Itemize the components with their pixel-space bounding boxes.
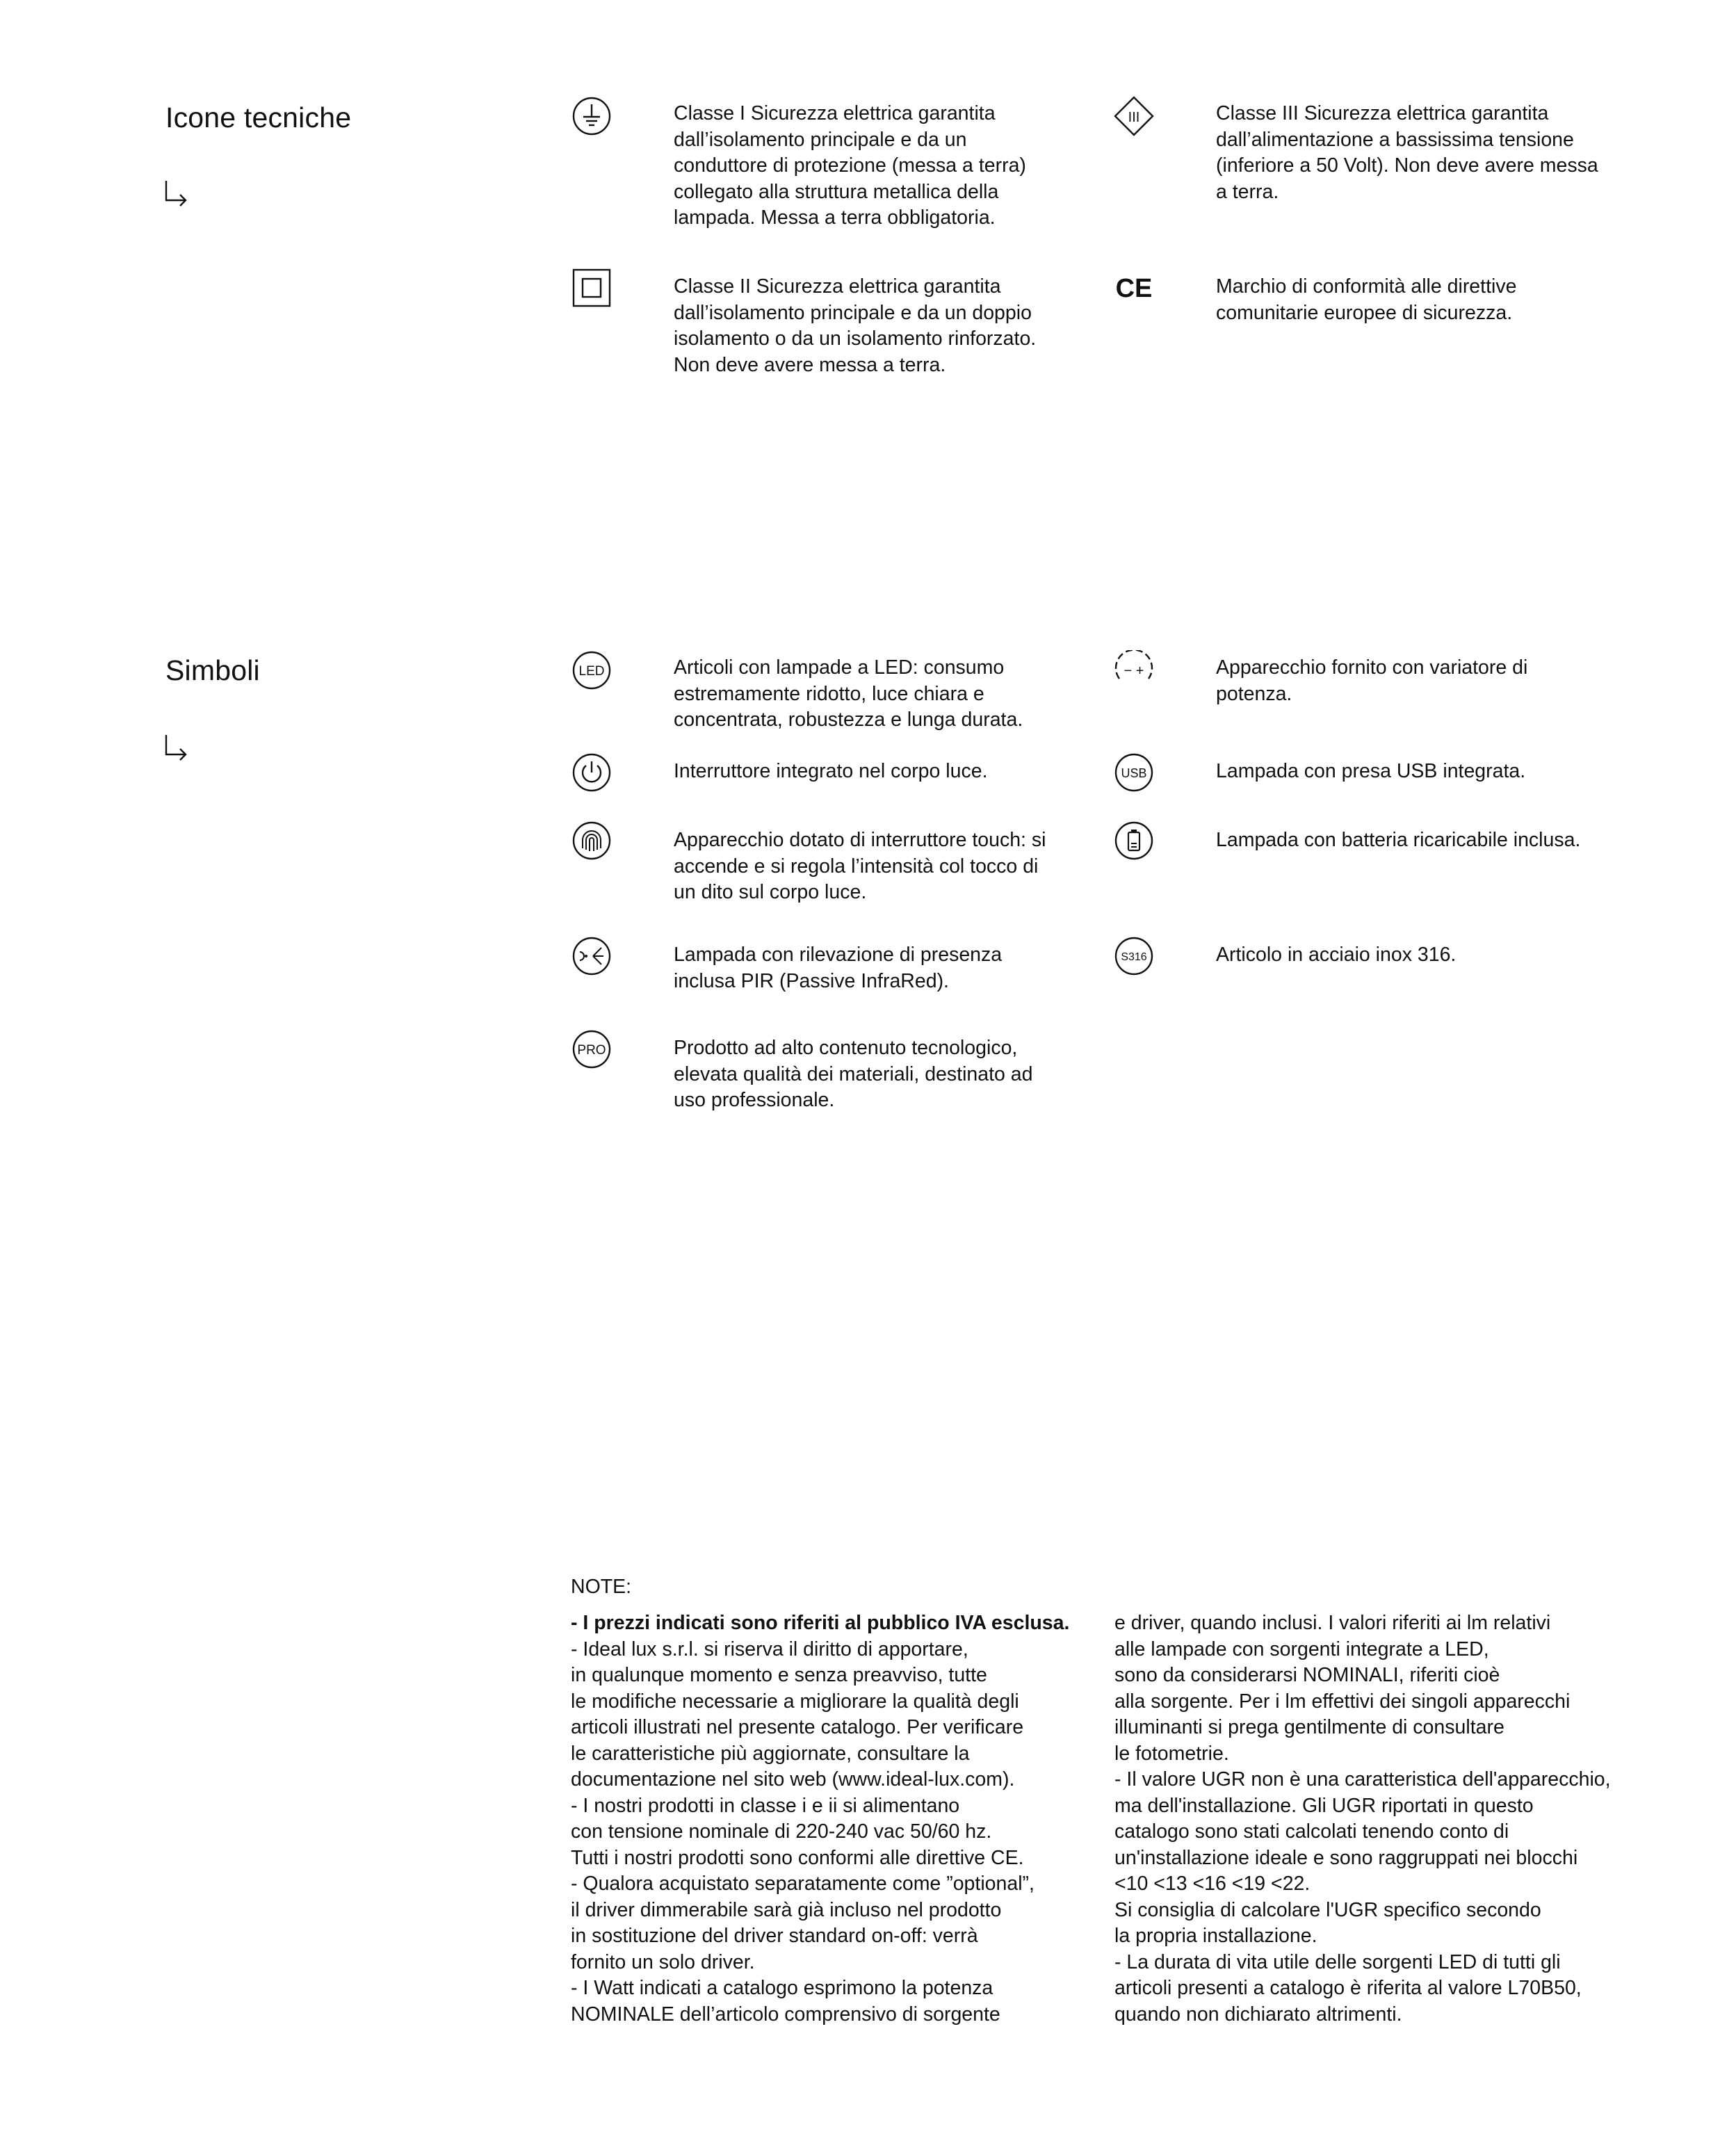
notes-line: sono da considerarsi NOMINALI, riferiti cioè xyxy=(1114,1664,1500,1686)
pro-icon-label: PRO xyxy=(577,1043,606,1058)
notes-title: NOTE: xyxy=(571,1576,632,1598)
led-icon xyxy=(571,650,612,690)
notes-line: <10 <13 <16 <19 <22. xyxy=(1114,1873,1311,1895)
stainless-steel-316-icon xyxy=(1114,936,1154,976)
usb-icon xyxy=(1114,752,1154,793)
notes-left-column xyxy=(571,1610,1069,2028)
class-3-icon-label: III xyxy=(1128,110,1140,125)
battery-icon xyxy=(1114,821,1154,861)
arrow-down-right-icon xyxy=(164,734,189,761)
notes-line: alle lampade con sorgenti integrate a LED, xyxy=(1114,1638,1489,1660)
notes-line: Si consiglia di calcolare l'UGR specifico secondo xyxy=(1114,1898,1541,1921)
pro-icon xyxy=(571,1029,612,1069)
notes-line: - Il valore UGR non è una caratteristica dell'apparecchio, xyxy=(1114,1768,1611,1791)
notes-line: - Ideal lux s.r.l. si riserva il diritto di apportare, xyxy=(571,1638,968,1660)
power-switch-icon xyxy=(571,752,612,793)
dimmer-description: Apparecchio fornito con variatore di potenza. xyxy=(1216,656,1528,705)
notes-line: le fotometrie. xyxy=(1114,1742,1229,1765)
notes-line: in sostituzione del driver standard on-off: verrà xyxy=(571,1925,978,1947)
ce-mark-icon xyxy=(1114,268,1154,308)
notes-line: la propria installazione. xyxy=(1114,1925,1317,1947)
power-switch-description: Interruttore integrato nel corpo luce. xyxy=(674,760,988,782)
notes-line: NOMINALE dell’articolo comprensivo di sorgente xyxy=(571,2003,1000,2026)
notes-line: articoli presenti a catalogo è riferita al valore L70B50, xyxy=(1114,1977,1582,1999)
notes-line: e driver, quando inclusi. I valori riferiti ai lm relativi xyxy=(1114,1612,1551,1634)
notes-line: catalogo sono stati calcolati tenendo conto di xyxy=(1114,1820,1509,1843)
class-2-description: Classe II Sicurezza elettrica garantita dall’isolamento principale e da un doppio isolamento o da un isolamento rinforzato. Non deve avere messa a terra. xyxy=(674,275,1037,376)
notes-line: - I prezzi indicati sono riferiti al pubblico IVA esclusa. xyxy=(571,1612,1070,1634)
notes-line: le caratteristiche più aggiornate, consultare la xyxy=(571,1742,970,1765)
notes-line: il driver dimmerabile sarà già incluso nel prodotto xyxy=(571,1898,1002,1921)
s316-icon-label: S316 xyxy=(1121,951,1147,963)
notes-line: articoli illustrati nel presente catalogo. Per verificare xyxy=(571,1716,1024,1738)
notes-line: - I nostri prodotti in classe i e ii si alimentano xyxy=(571,1794,960,1817)
pir-description: Lampada con rilevazione di presenza inclusa PIR (Passive InfraRed). xyxy=(674,944,1003,992)
notes-line: quando non dichiarato altrimenti. xyxy=(1114,2003,1402,2026)
notes-line: ma dell'installazione. Gli UGR riportati in questo xyxy=(1114,1794,1534,1817)
notes-line: Tutti i nostri prodotti sono conformi alle direttive CE. xyxy=(571,1846,1024,1869)
notes-line: illuminanti si prega gentilmente di consultare xyxy=(1114,1716,1504,1738)
pro-description: Prodotto ad alto contenuto tecnologico, elevata qualità dei materiali, destinato ad uso professionale. xyxy=(674,1037,1033,1111)
dimmer-icon xyxy=(1114,650,1154,690)
section-title-technical-icons: Icone tecniche xyxy=(165,102,352,134)
notes-line: in qualunque momento e senza preavviso, tutte xyxy=(571,1664,987,1686)
class-3-icon xyxy=(1114,96,1154,136)
section-title-symbols: Simboli xyxy=(165,654,260,686)
notes-line: documentazione nel sito web (www.ideal-lux.com). xyxy=(571,1768,1015,1791)
class-1-earth-icon xyxy=(571,96,612,136)
touch-description: Apparecchio dotato di interruttore touch: si accende e si regola l’intensità col tocco di un dito sul corpo luce. xyxy=(674,829,1046,903)
ce-mark-description: Marchio di conformità alle direttive comunitarie europee di sicurezza. xyxy=(1216,275,1517,324)
pir-sensor-icon xyxy=(571,936,612,976)
dimmer-icon-label: − + xyxy=(1123,663,1144,679)
notes-line: - I Watt indicati a catalogo esprimono la potenza xyxy=(571,1977,993,1999)
led-icon-label: LED xyxy=(578,664,605,679)
notes-line: un'installazione ideale e sono raggruppati nei blocchi xyxy=(1114,1846,1578,1869)
arrow-down-right-icon xyxy=(164,179,189,207)
notes-right-column xyxy=(1114,1610,1611,2028)
notes-line: fornito un solo driver. xyxy=(571,1950,755,1973)
touch-fingerprint-icon xyxy=(571,821,612,861)
notes-line: le modifiche necessarie a migliorare la qualità degli xyxy=(571,1690,1019,1713)
ce-mark-icon-label: CE xyxy=(1115,274,1153,303)
notes-line: con tensione nominale di 220-240 vac 50/60 hz. xyxy=(571,1820,992,1843)
class-1-description: Classe I Sicurezza elettrica garantita dall’isolamento principale e da un conduttore di protezione (messa a terra) collegato alla struttura metallica della lampada. Messa a terra obbligatoria. xyxy=(674,102,1026,229)
notes-line: - Qualora acquistato separatamente come ”optional”, xyxy=(571,1873,1035,1895)
battery-description: Lampada con batteria ricaricabile inclusa. xyxy=(1216,829,1581,851)
notes-line: - La durata di vita utile delle sorgenti LED di tutti gli xyxy=(1114,1950,1561,1973)
notes-line: alla sorgente. Per i lm effettivi dei singoli apparecchi xyxy=(1114,1690,1571,1713)
led-description: Articoli con lampade a LED: consumo estremamente ridotto, luce chiara e concentrata, robustezza e lunga durata. xyxy=(674,656,1023,731)
class-3-description: Classe III Sicurezza elettrica garantita dall’alimentazione a bassissima tensione (inferiore a 50 Volt). Non deve avere messa a terra. xyxy=(1216,102,1598,203)
usb-description: Lampada con presa USB integrata. xyxy=(1216,760,1526,782)
s316-description: Articolo in acciaio inox 316. xyxy=(1216,944,1457,966)
usb-icon-label: USB xyxy=(1121,766,1147,780)
class-2-double-square-icon xyxy=(571,268,612,308)
